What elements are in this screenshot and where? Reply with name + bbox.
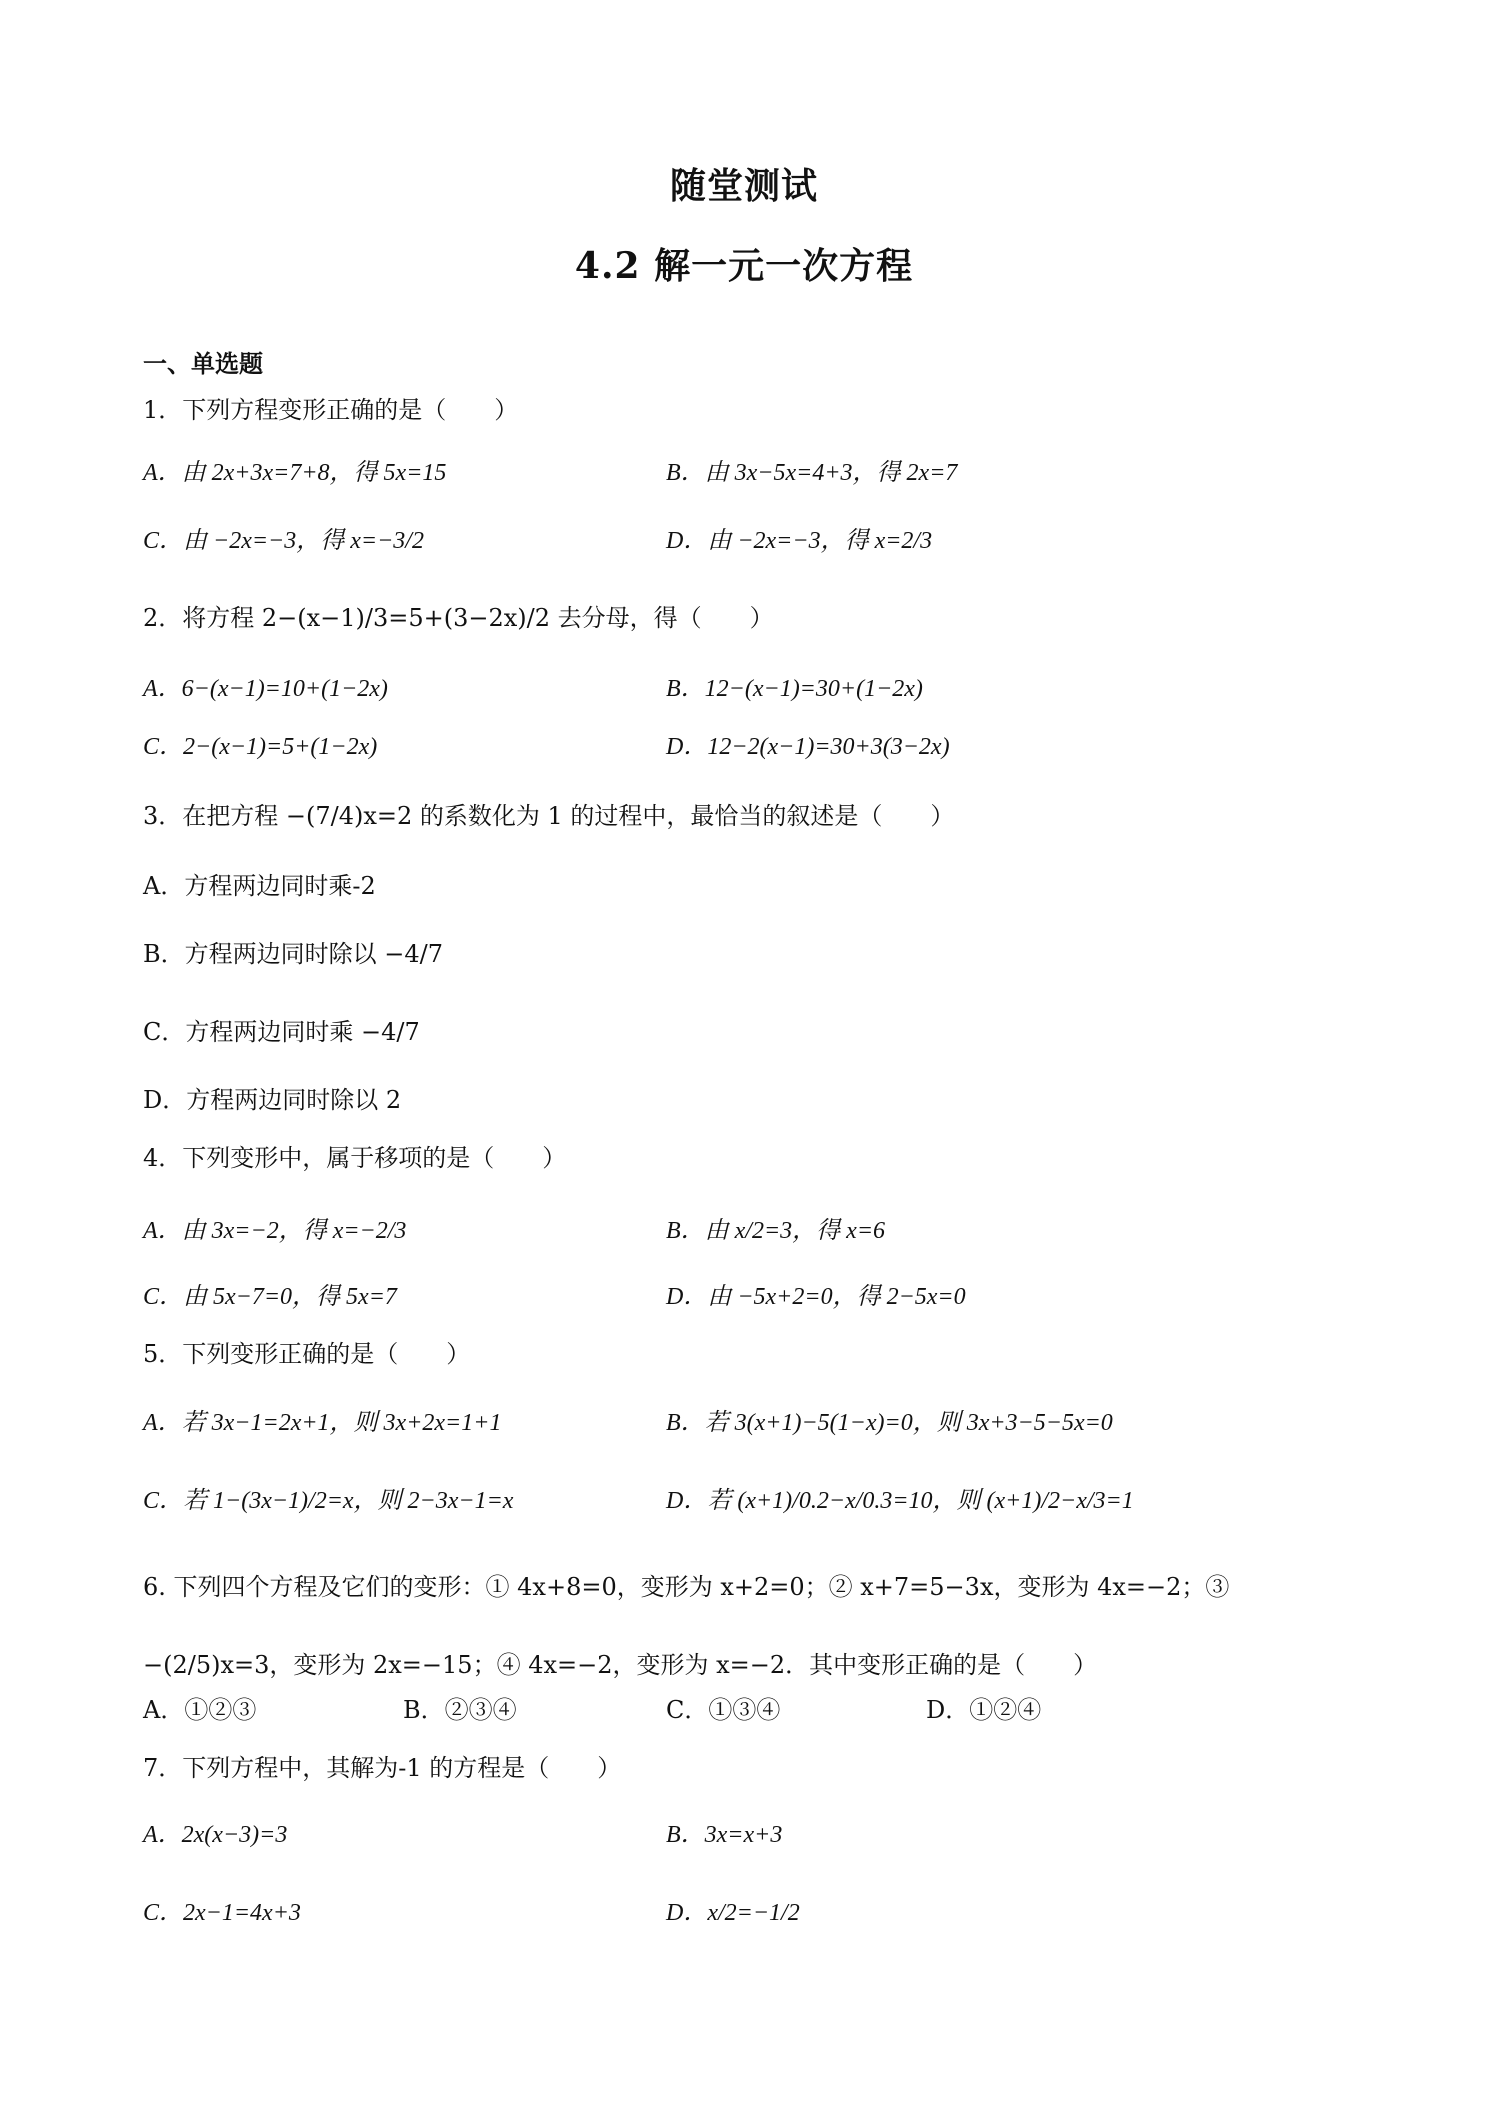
question-stem: 7．下列方程中，其解为-1 的方程是（ ） xyxy=(143,1754,622,1782)
option-d: D．由 −5x+2=0，得 2−5x=0 xyxy=(666,1284,966,1310)
option-b: B．若 3(x+1)−5(1−x)=0，则 3x+3−5−5x=0 xyxy=(666,1410,1113,1436)
option-b: B．12−(x−1)=30+(1−2x) xyxy=(666,676,923,702)
option-d: D．①②④ xyxy=(926,1696,1042,1724)
option-a: A．①②③ xyxy=(143,1696,257,1724)
section-heading: 一、单选题 xyxy=(143,349,263,378)
option-d: D．方程两边同时除以 2 xyxy=(143,1086,402,1114)
question-stem: 5．下列变形正确的是（ ） xyxy=(143,1340,471,1368)
page-subtitle: 4.2 解一元一次方程 xyxy=(574,245,914,287)
option-a: A．方程两边同时乘-2 xyxy=(143,872,376,900)
option-c: C．由 −2x=−3，得 x=−3/2 xyxy=(143,528,424,554)
question-stem: 3．在把方程 −(7/4)x=2 的系数化为 1 的过程中，最恰当的叙述是（ ） xyxy=(143,802,955,830)
question-stem: 4．下列变形中，属于移项的是（ ） xyxy=(143,1144,567,1172)
option-b: B．由 3x−5x=4+3，得 2x=7 xyxy=(666,460,958,486)
option-a: A．由 3x=−2，得 x=−2/3 xyxy=(143,1218,407,1244)
option-c: C．若 1−(3x−1)/2=x，则 2−3x−1=x xyxy=(143,1488,514,1514)
question-stem: 1．下列方程变形正确的是（ ） xyxy=(143,396,519,424)
option-b: B．②③④ xyxy=(403,1696,517,1724)
option-c: C．2x−1=4x+3 xyxy=(143,1900,301,1926)
option-d: D．12−2(x−1)=30+3(3−2x) xyxy=(666,734,950,760)
option-d: D．由 −2x=−3，得 x=2/3 xyxy=(666,528,933,554)
option-a: A．6−(x−1)=10+(1−2x) xyxy=(143,676,388,702)
option-c: C．由 5x−7=0，得 5x=7 xyxy=(143,1284,397,1310)
option-c: C．方程两边同时乘 −4/7 xyxy=(143,1018,420,1046)
option-a: A．若 3x−1=2x+1，则 3x+2x=1+1 xyxy=(143,1410,502,1436)
option-d: D．若 (x+1)/0.2−x/0.3=10，则 (x+1)/2−x/3=1 xyxy=(666,1488,1134,1514)
option-c: C．2−(x−1)=5+(1−2x) xyxy=(143,734,378,760)
option-c: C．①③④ xyxy=(666,1696,781,1724)
option-b: B．由 x/2=3，得 x=6 xyxy=(666,1218,886,1244)
question-stem: 2．将方程 2−(x−1)/3=5+(3−2x)/2 去分母，得（ ） xyxy=(143,604,774,632)
option-b: B．3x=x+3 xyxy=(666,1822,783,1848)
option-b: B．方程两边同时除以 −4/7 xyxy=(143,940,443,968)
option-d: D．x/2=−1/2 xyxy=(666,1900,800,1926)
page-title: 随堂测试 xyxy=(669,165,818,207)
option-a: A．2x(x−3)=3 xyxy=(143,1822,288,1848)
option-a: A．由 2x+3x=7+8，得 5x=15 xyxy=(143,460,447,486)
question-stem: 6. 下列四个方程及它们的变形：① 4x+8=0，变形为 x+2=0；② x+7=5−3x，变形为 4x=−2；③ −(2/5)x=3，变形为 2x=−15；④ 4x=−2，变形为 x=−2．其中变形正确的是（ ） xyxy=(143,1573,1230,1679)
